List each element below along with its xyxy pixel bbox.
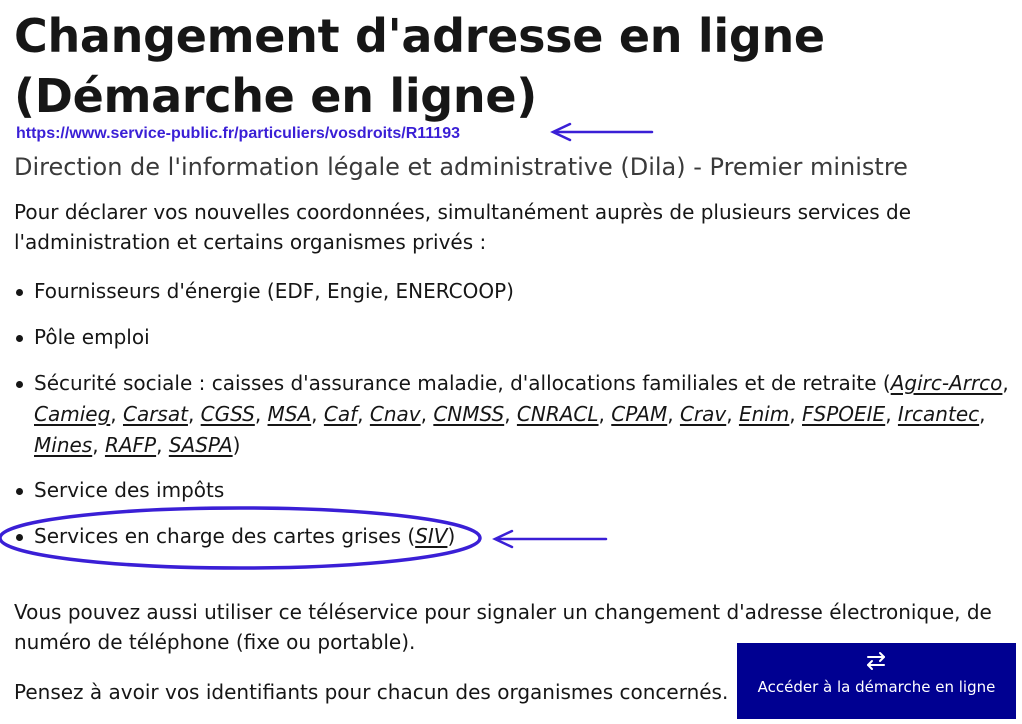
link-agirc-arrco[interactable]: Agirc-Arrco [890,371,1003,395]
link-separator: , [667,402,680,426]
link-separator: , [789,402,803,426]
link-rafp[interactable]: RAFP [104,433,157,457]
bullet-icon [16,534,23,541]
link-separator: , [1002,371,1009,395]
link-separator: , [726,402,739,426]
bullet-icon [16,381,23,388]
list-item-cartes-grises [14,521,1022,552]
link-cpam[interactable]: CPAM [611,402,668,426]
link-cnmss[interactable]: CNMSS [433,402,505,426]
bullet-icon [16,335,23,342]
link-crav[interactable]: Crav [679,402,727,426]
source-url: https://www.service-public.fr/particuliers/vosdroits/R11193 [16,125,460,142]
link-separator: , [357,402,370,426]
bullet-icon [16,488,23,495]
link-separator: , [92,433,105,457]
list-item-impots [14,475,1022,506]
link-separator: , [254,402,268,426]
link-caf[interactable]: Caf [323,402,358,426]
link-saspa[interactable]: SASPA [168,433,233,457]
link-camieg[interactable]: Camieg [34,402,111,426]
link-separator: , [156,433,169,457]
list-item-securite-sociale [14,368,1022,461]
list-item-pole-emploi [14,322,1022,353]
link-separator: , [420,402,434,426]
link-carsat[interactable]: Carsat [122,402,188,426]
list-item-label: Pôle emploi [34,325,150,349]
page-title: Changement d'adresse en ligne (Démarche en ligne) [14,9,825,123]
link-separator: , [504,402,517,426]
link-separator: , [979,402,986,426]
list-item-energy [14,276,1022,307]
link-msa[interactable]: MSA [267,402,312,426]
link-separator: , [110,402,123,426]
url-arrow-icon [553,124,652,140]
link-cnracl[interactable]: CNRACL [516,402,599,426]
link-cnav[interactable]: Cnav [369,402,421,426]
list-item-suffix: ) [232,433,241,457]
list-item-label: Service des impôts [34,478,225,502]
bullet-icon [16,289,23,296]
link-separator: , [885,402,898,426]
access-online-procedure-button[interactable] [737,643,1016,719]
swap-arrows-icon [864,649,888,673]
paragraph-other-changes: Vous pouvez aussi utiliser ce téléservice pour signaler un changement d'adresse électronique, de numéro de téléphone (fixe ou portable). [14,600,992,654]
cta-label: Accéder à la démarche en ligne [757,678,996,696]
link-separator: , [187,402,201,426]
paragraph-identifiers: Pensez à avoir vos identifiants pour chacun des organismes concernés. [14,680,729,704]
link-siv[interactable]: SIV [415,524,448,548]
list-item-label: Services en charge des cartes grises ( [34,524,416,548]
list-item-suffix: ) [447,524,456,548]
link-mines[interactable]: Mines [34,433,93,457]
link-cgss[interactable]: CGSS [200,402,255,426]
link-ircantec[interactable]: Ircantec [897,402,980,426]
link-enim[interactable]: Enim [738,402,790,426]
link-fspoeie[interactable]: FSPOEIE [802,402,886,426]
link-separator: , [598,402,612,426]
link-separator: , [311,402,324,426]
list-item-label: Fournisseurs d'énergie (EDF, Engie, ENERCOOP) [34,279,514,303]
intro-text: Pour déclarer vos nouvelles coordonnées, simultanément auprès de plusieurs services de l'administration et certains organismes privés : [14,200,912,254]
list-item-label: Sécurité sociale : caisses d'assurance maladie, d'allocations familiales et de retraite ( [34,371,891,395]
page-subtitle: Direction de l'information légale et administrative (Dila) - Premier ministre [14,153,908,181]
